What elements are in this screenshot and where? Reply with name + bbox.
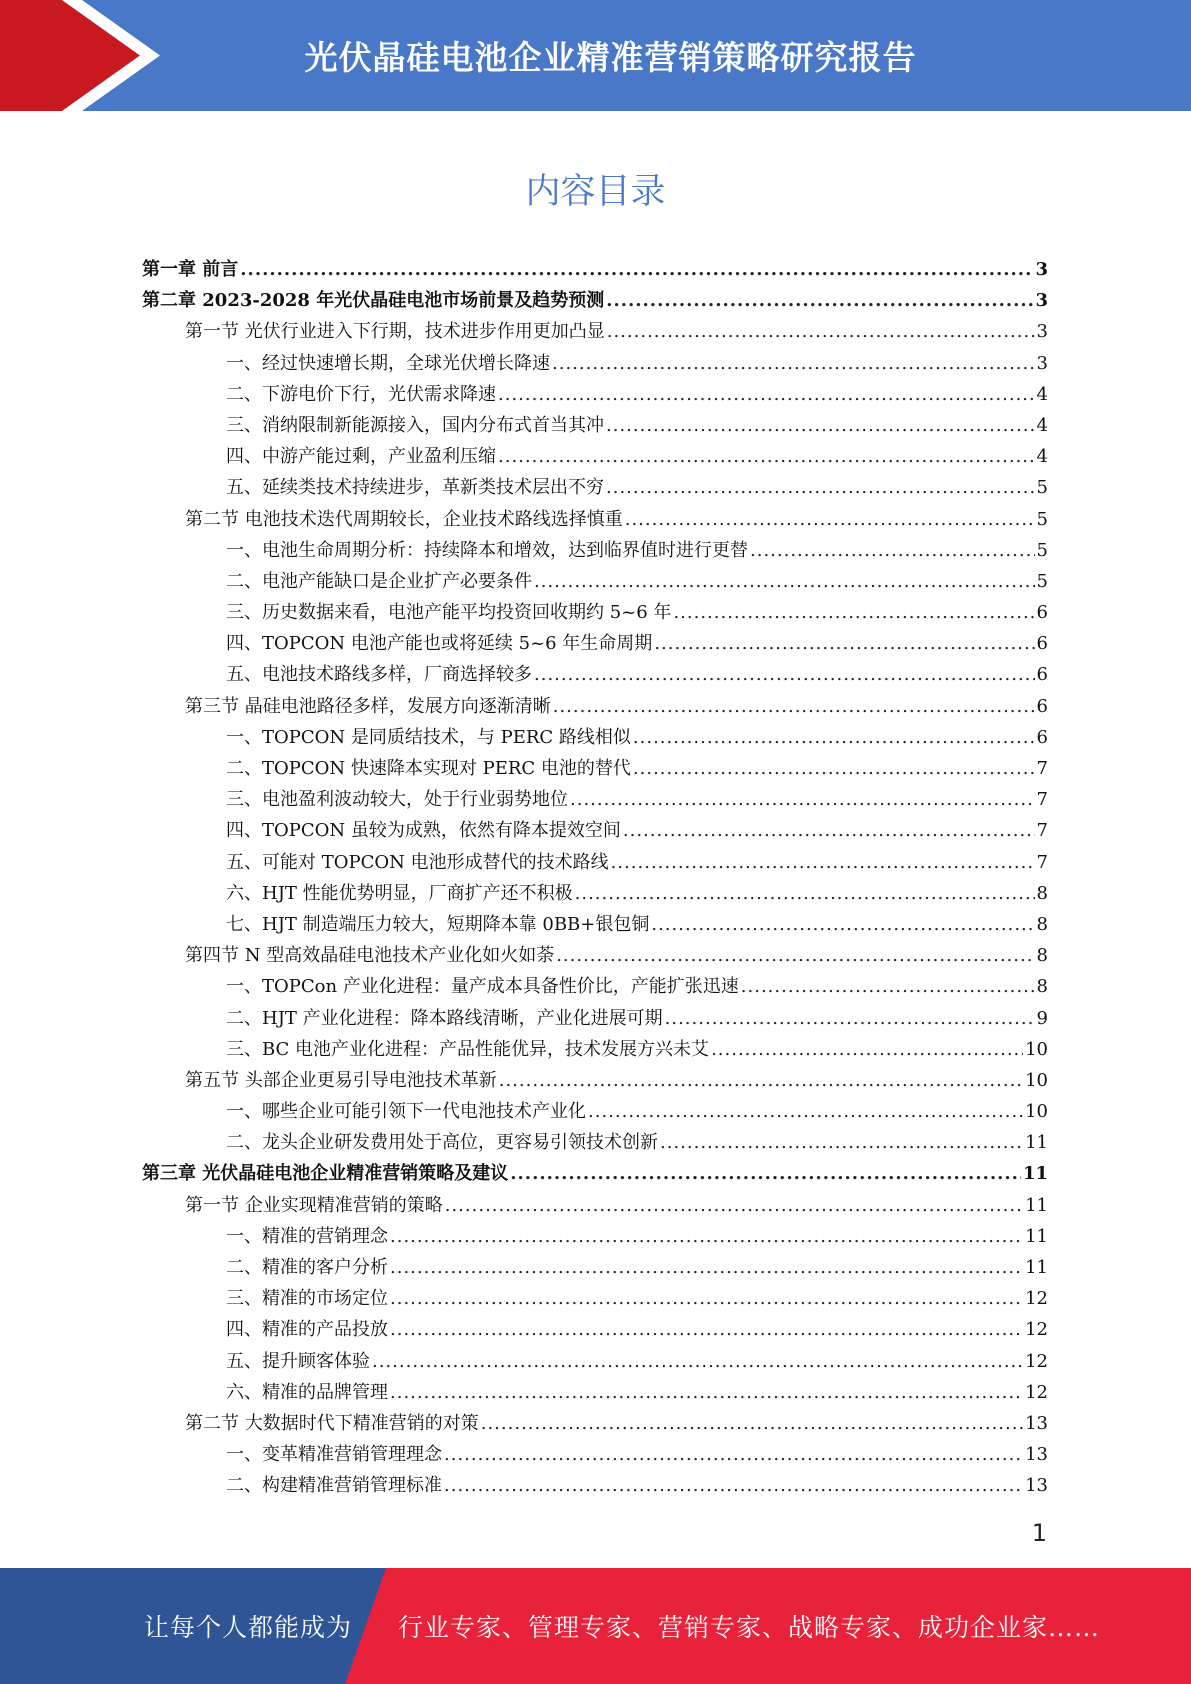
toc-dot-leader <box>673 597 1034 628</box>
toc-entry-page-number: 10 <box>1025 1069 1048 1091</box>
toc-entry-page-number: 5 <box>1036 508 1048 530</box>
toc-entry-label: 四、中游产能过剩，产业盈利压缩 <box>226 446 496 468</box>
toc-subsection-entry[interactable] <box>142 1003 1048 1034</box>
toc-entry-page-number: 9 <box>1036 1007 1048 1029</box>
report-title: 光伏晶硅电池企业精准营销策略研究报告 <box>304 38 917 77</box>
toc-entry-page-number: 7 <box>1036 789 1048 811</box>
toc-dot-leader <box>611 847 1035 878</box>
toc-entry-page-number: 6 <box>1036 664 1048 686</box>
toc-dot-leader <box>445 1190 1023 1221</box>
toc-dot-leader <box>556 940 1034 971</box>
toc-subsection-entry[interactable] <box>142 1252 1048 1283</box>
toc-entry-page-number: 11 <box>1025 1257 1048 1278</box>
toc-entry-label: 一、精准的营销理念 <box>226 1225 388 1247</box>
toc-entry-page-number: 3 <box>1035 259 1048 280</box>
toc-entry-label: 一、TOPCON 是同质结技术，与 PERC 路线相似 <box>226 726 631 748</box>
toc-entry-page-number: 5 <box>1036 477 1048 499</box>
toc-dot-leader <box>553 691 1035 722</box>
header-banner <box>0 0 1191 111</box>
toc-entry-page-number: 11 <box>1025 1225 1048 1247</box>
toc-entry-label: 三、精准的市场定位 <box>226 1288 388 1310</box>
toc-subsection-entry[interactable] <box>142 472 1048 503</box>
toc-entry-page-number: 11 <box>1025 1194 1048 1216</box>
toc-subsection-entry[interactable] <box>142 878 1048 909</box>
toc-entry-page-number: 7 <box>1036 851 1048 873</box>
toc-dot-leader <box>633 722 1035 753</box>
toc-section-entry[interactable] <box>142 316 1048 347</box>
toc-dot-leader <box>390 1283 1023 1314</box>
toc-subsection-entry[interactable] <box>142 597 1048 628</box>
toc-dot-leader <box>633 753 1035 784</box>
toc-dot-leader <box>588 1096 1023 1127</box>
toc-entry-page-number: 12 <box>1025 1288 1048 1310</box>
toc-dot-leader <box>623 815 1035 846</box>
toc-dot-leader <box>444 1470 1023 1501</box>
toc-dot-leader <box>654 628 1034 659</box>
toc-entry-label: 五、可能对 TOPCON 电池形成替代的技术路线 <box>226 851 609 873</box>
toc-subsection-entry[interactable] <box>142 1377 1048 1408</box>
toc-subsection-entry[interactable] <box>142 1314 1048 1345</box>
toc-subsection-entry[interactable] <box>142 1439 1048 1470</box>
toc-section-entry[interactable] <box>142 504 1048 535</box>
toc-subsection-entry[interactable] <box>142 410 1048 441</box>
toc-entry-label: 第二节 电池技术迭代周期较长，企业技术路线选择慎重 <box>185 508 623 530</box>
toc-entry-page-number: 8 <box>1036 882 1048 904</box>
toc-entry-page-number: 5 <box>1036 570 1048 592</box>
toc-section-entry[interactable] <box>142 1065 1048 1096</box>
toc-section-entry[interactable] <box>142 940 1048 971</box>
toc-title: 内容目录 <box>525 172 666 212</box>
toc-entry-label: 四、TOPCON 电池产能也或将延续 5~6 年生命周期 <box>226 633 653 655</box>
toc-subsection-entry[interactable] <box>142 1034 1048 1065</box>
toc-entry-label: 二、HJT 产业化进程：降本路线清晰，产业化进展可期 <box>226 1007 663 1029</box>
toc-dot-leader <box>570 784 1035 815</box>
toc-entry-label: 五、提升顾客体验 <box>226 1350 370 1372</box>
toc-entry-page-number: 10 <box>1025 1038 1048 1060</box>
toc-dot-leader <box>390 1252 1023 1283</box>
toc-entry-label: 一、电池生命周期分析：持续降本和增效，达到临界值时进行更替 <box>226 539 748 561</box>
toc-subsection-entry[interactable] <box>142 722 1048 753</box>
toc-entry-label: 三、历史数据来看，电池产能平均投资回收期约 5~6 年 <box>226 602 672 624</box>
toc-entry-label: 一、经过快速增长期，全球光伏增长降速 <box>226 352 550 374</box>
toc-entry-page-number: 12 <box>1025 1381 1048 1403</box>
toc-entry-page-number: 7 <box>1036 758 1048 779</box>
toc-entry-label: 五、延续类技术持续进步，革新类技术层出不穷 <box>226 477 604 499</box>
toc-subsection-entry[interactable] <box>142 971 1048 1002</box>
toc-dot-leader <box>741 971 1035 1002</box>
toc-entry-label: 二、TOPCON 快速降本实现对 PERC 电池的替代 <box>226 758 631 779</box>
footer-slogan-lead: 让每个人都能成为 <box>144 1613 353 1642</box>
toc-dot-leader <box>372 1346 1023 1377</box>
toc-entry-label: 七、HJT 制造端压力较大，短期降本靠 0BB+银包铜 <box>226 913 650 935</box>
toc-dot-leader <box>711 1034 1023 1065</box>
toc-entry-page-number: 13 <box>1025 1444 1048 1466</box>
toc-subsection-entry[interactable] <box>142 1096 1048 1127</box>
toc-entry-page-number: 3 <box>1036 352 1048 374</box>
toc-dot-leader <box>651 909 1034 940</box>
toc-dot-leader <box>606 285 1033 316</box>
toc-entry-page-number: 6 <box>1036 695 1048 717</box>
toc-entry-label: 五、电池技术路线多样，厂商选择较多 <box>226 664 532 686</box>
toc-chapter-entry[interactable] <box>142 285 1048 316</box>
toc-entry-page-number: 10 <box>1025 1101 1048 1123</box>
toc-entry-label: 第四节 N 型高效晶硅电池技术产业化如火如荼 <box>185 945 555 967</box>
toc-entry-label: 三、BC 电池产业化进程：产品性能优异，技术发展方兴未艾 <box>226 1038 710 1060</box>
toc-subsection-entry[interactable] <box>142 566 1048 597</box>
toc-entry-page-number: 3 <box>1036 321 1048 343</box>
toc-entry-page-number: 6 <box>1036 633 1048 655</box>
page-number: 1 <box>1031 1519 1047 1547</box>
toc-entry-label: 第一节 企业实现精准营销的策略 <box>185 1194 443 1216</box>
toc-entry-label: 四、精准的产品投放 <box>226 1319 388 1341</box>
toc-subsection-entry[interactable] <box>142 784 1048 815</box>
toc-subsection-entry[interactable] <box>142 1221 1048 1252</box>
toc-dot-leader <box>498 379 1035 410</box>
toc-section-entry[interactable] <box>142 691 1048 722</box>
toc-entry-page-number: 11 <box>1022 1163 1048 1185</box>
toc-entry-label: 第一节 光伏行业进入下行期，技术进步作用更加凸显 <box>185 321 605 343</box>
toc-subsection-entry[interactable] <box>142 441 1048 472</box>
toc-dot-leader <box>510 1158 1021 1189</box>
toc-entry-label: 三、消纳限制新能源接入，国内分布式首当其冲 <box>226 414 604 436</box>
footer-banner <box>0 1568 1191 1684</box>
toc-dot-leader <box>534 566 1035 597</box>
toc-entry-label: 二、龙头企业研发费用处于高位，更容易引领技术创新 <box>226 1132 658 1154</box>
toc-entry-page-number: 13 <box>1025 1475 1048 1497</box>
toc-dot-leader <box>390 1314 1023 1345</box>
toc-entry-page-number: 8 <box>1036 945 1048 967</box>
toc-entry-page-number: 12 <box>1025 1319 1048 1341</box>
toc-section-entry[interactable] <box>142 1408 1048 1439</box>
toc-dot-leader <box>534 659 1035 690</box>
toc-entry-label: 六、精准的品牌管理 <box>226 1381 388 1403</box>
toc-subsection-entry[interactable] <box>142 379 1048 410</box>
toc-entry-label: 二、精准的客户分析 <box>226 1257 388 1278</box>
toc-entry-label: 第一章 前言 <box>142 259 239 280</box>
toc-entry-page-number: 6 <box>1036 726 1048 748</box>
toc-entry-page-number: 11 <box>1025 1132 1048 1154</box>
table-of-contents <box>142 254 1048 1502</box>
toc-dot-leader <box>606 410 1035 441</box>
toc-chapter-entry[interactable] <box>142 254 1048 285</box>
toc-dot-leader <box>606 472 1035 503</box>
toc-entry-page-number: 7 <box>1036 820 1048 842</box>
toc-subsection-entry[interactable] <box>142 1346 1048 1377</box>
toc-dot-leader <box>607 316 1035 347</box>
toc-entry-page-number: 4 <box>1036 446 1048 468</box>
toc-entry-page-number: 8 <box>1036 913 1048 935</box>
toc-dot-leader <box>660 1127 1023 1158</box>
toc-entry-page-number: 12 <box>1025 1350 1048 1372</box>
toc-subsection-entry[interactable] <box>142 1470 1048 1501</box>
footer-slogan-roles: 行业专家、管理专家、营销专家、战略专家、成功企业家…… <box>398 1613 1101 1642</box>
toc-entry-label: 第三节 晶硅电池路径多样，发展方向逐渐清晰 <box>185 695 551 717</box>
toc-dot-leader <box>498 441 1035 472</box>
toc-subsection-entry[interactable] <box>142 348 1048 379</box>
toc-entry-label: 第二节 大数据时代下精准营销的对策 <box>185 1412 479 1434</box>
toc-entry-label: 二、构建精准营销管理标准 <box>226 1475 442 1497</box>
toc-entry-label: 二、电池产能缺口是企业扩产必要条件 <box>226 570 532 592</box>
toc-section-entry[interactable] <box>142 1190 1048 1221</box>
toc-chapter-entry[interactable] <box>142 1158 1048 1189</box>
toc-entry-page-number: 4 <box>1036 383 1048 405</box>
toc-dot-leader <box>390 1377 1023 1408</box>
toc-subsection-entry[interactable] <box>142 815 1048 846</box>
toc-entry-page-number: 5 <box>1036 539 1048 561</box>
header-chevron-decoration <box>0 0 160 111</box>
toc-entry-label: 第三章 光伏晶硅电池企业精准营销策略及建议 <box>142 1163 509 1185</box>
toc-subsection-entry[interactable] <box>142 847 1048 878</box>
toc-subsection-entry[interactable] <box>142 753 1048 784</box>
toc-entry-page-number: 3 <box>1035 290 1048 312</box>
toc-dot-leader <box>750 535 1035 566</box>
toc-entry-page-number: 13 <box>1025 1412 1048 1434</box>
toc-subsection-entry[interactable] <box>142 535 1048 566</box>
toc-entry-label: 一、TOPCon 产业化进程：量产成本具备性价比，产能扩张迅速 <box>226 976 739 998</box>
toc-entry-label: 四、TOPCON 虽较为成熟，依然有降本提效空间 <box>226 820 621 842</box>
toc-dot-leader <box>625 504 1035 535</box>
toc-subsection-entry[interactable] <box>142 1283 1048 1314</box>
toc-entry-label: 一、变革精准营销管理理念 <box>226 1444 442 1466</box>
toc-dot-leader <box>499 1065 1023 1096</box>
toc-dot-leader <box>552 348 1035 379</box>
toc-entry-label: 一、哪些企业可能引领下一代电池技术产业化 <box>226 1101 586 1123</box>
toc-dot-leader <box>665 1003 1035 1034</box>
toc-dot-leader <box>444 1439 1023 1470</box>
toc-dot-leader <box>575 878 1035 909</box>
toc-entry-label: 二、下游电价下行，光伏需求降速 <box>226 383 496 405</box>
toc-entry-label: 六、HJT 性能优势明显，厂商扩产还不积极 <box>226 882 573 904</box>
toc-entry-page-number: 8 <box>1036 976 1048 998</box>
toc-entry-page-number: 4 <box>1036 414 1048 436</box>
toc-entry-page-number: 6 <box>1036 602 1048 624</box>
toc-dot-leader <box>481 1408 1023 1439</box>
toc-subsection-entry[interactable] <box>142 659 1048 690</box>
toc-entry-label: 三、电池盈利波动较大，处于行业弱势地位 <box>226 789 568 811</box>
toc-dot-leader <box>390 1221 1023 1252</box>
toc-entry-label: 第二章 2023-2028 年光伏晶硅电池市场前景及趋势预测 <box>142 290 605 312</box>
toc-subsection-entry[interactable] <box>142 1127 1048 1158</box>
toc-entry-label: 第五节 头部企业更易引导电池技术革新 <box>185 1069 497 1091</box>
toc-subsection-entry[interactable] <box>142 909 1048 940</box>
toc-subsection-entry[interactable] <box>142 628 1048 659</box>
toc-dot-leader <box>240 254 1033 285</box>
